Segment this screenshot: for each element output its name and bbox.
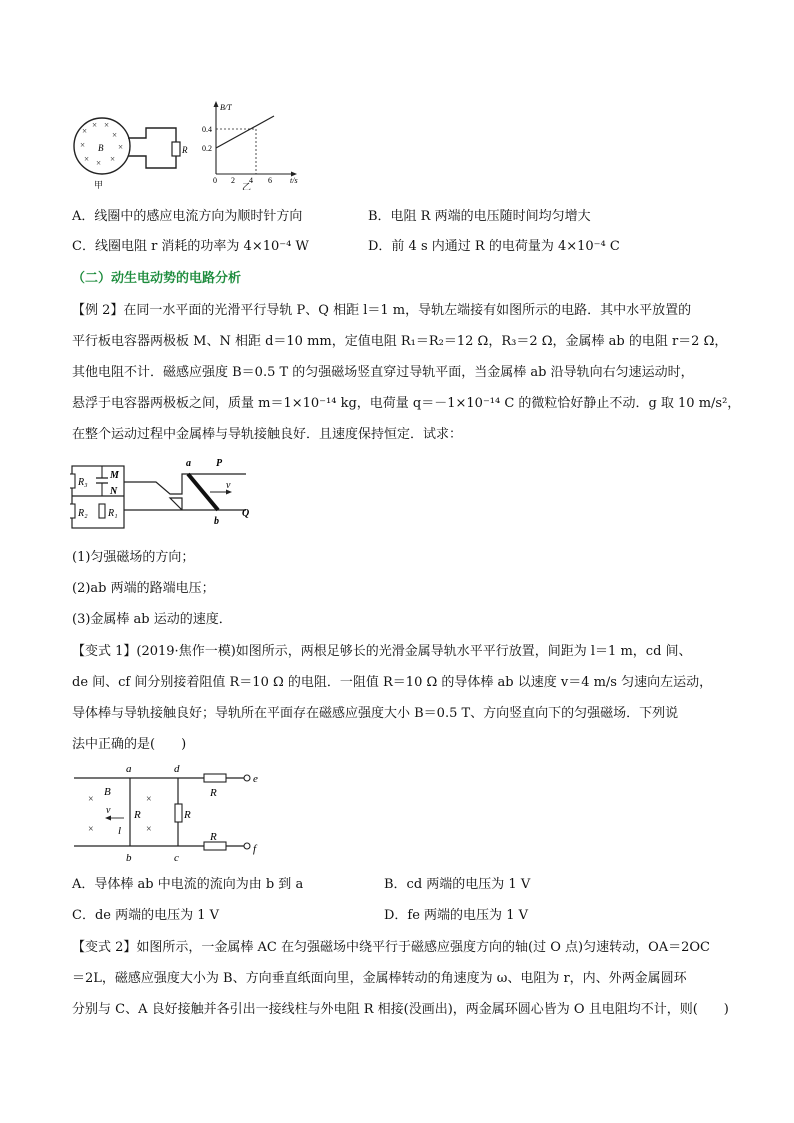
svg-text:×: × [146, 794, 152, 805]
variant2-line: ＝2L，磁感应强度大小为 B、方向垂直纸面向里，金属棒转动的角速度为 ω、电阻为 r，内、外两金属圆环 [72, 971, 687, 986]
m-label: M [110, 470, 119, 481]
fig3-v-label: v [106, 805, 111, 816]
fig3-top-r-label: R [210, 787, 217, 799]
r1-label: R₁ [108, 508, 118, 519]
resistor-r-label: R [182, 145, 188, 155]
fig3-d-label: d [174, 763, 180, 775]
fig3-rod-r-label: R [134, 809, 141, 821]
figure-jia-label: 甲 [94, 180, 104, 190]
svg-text:×: × [146, 824, 152, 835]
parallel-rails-figure [72, 762, 272, 866]
coil-b-label: B [98, 143, 104, 153]
svg-text:×: × [88, 794, 94, 805]
variant1-option-b: B．cd 两端的电压为 1 V [384, 877, 531, 892]
capacitor-circuit-figure [70, 452, 270, 540]
variant1-option-a: A．导体棒 ab 中电流的流向为由 b 到 a [72, 877, 304, 892]
b-label: b [214, 516, 219, 527]
variant1-line: de 间、cf 间分别接着阻值 R＝10 Ω 的电阻．一阻值 R＝10 Ω 的导体棒 ab 以速度 v＝4 m/s 匀速向左运动， [72, 675, 713, 690]
p-label: P [216, 458, 223, 469]
example2-line: 悬浮于电容器两极板之间，质量 m＝1×10⁻¹⁴ kg，电荷量 q＝－1×10⁻¹⁴ C 的微粒恰好静止不动．g 取 10 m/s²， [72, 396, 741, 411]
q1-option-d: D．前 4 s 内通过 R 的电荷量为 4×10⁻⁴ C [368, 239, 620, 254]
variant1-option-c: C．de 两端的电压为 1 V [72, 908, 220, 923]
example2-question-3: (3)金属棒 ab 运动的速度． [72, 612, 232, 627]
svg-text:×: × [104, 120, 110, 130]
example2-line: 其他电阻不计．磁感应强度 B＝0.5 T 的匀强磁场竖直穿过导轨平面，当金属棒 ab 沿导轨向右匀速运动时， [72, 365, 694, 380]
example2-line: 平行板电容器两极板 M、N 相距 d＝10 mm，定值电阻 R₁＝R₂＝12 Ω，R₃＝2 Ω，金属棒 ab 的电阻 r＝2 Ω， [72, 334, 728, 349]
b-t-graph [198, 98, 308, 190]
v-label: v [226, 480, 231, 491]
fig3-mid-r-label: R [184, 809, 191, 821]
variant1-line: 导体棒与导轨接触良好；导轨所在平面存在磁感应强度大小 B＝0.5 T、方向竖直向下的匀强磁场．下列说 [72, 706, 679, 721]
variant1-option-d: D．fe 两端的电压为 1 V [384, 908, 528, 923]
a-label: a [186, 458, 191, 469]
svg-text:×: × [96, 158, 102, 168]
q1-option-c: C．线圈电阻 r 消耗的功率为 4×10⁻⁴ W [72, 239, 309, 254]
coil-circuit-figure [72, 104, 192, 192]
svg-text:×: × [84, 154, 90, 164]
variant1-line: 【变式 1】(2019·焦作一模)如图所示，两根足够长的光滑金属导轨水平平行放置，间距为 l＝1 m，cd 间、 [72, 644, 692, 659]
y-axis-label: B/T [220, 103, 232, 112]
svg-text:×: × [118, 142, 124, 152]
y-tick-0.4: 0.4 [202, 125, 212, 134]
fig3-l-label: l [118, 825, 122, 837]
y-tick-0.2: 0.2 [202, 144, 212, 153]
variant2-line: 【变式 2】如图所示，一金属棒 AC 在匀强磁场中绕平行于磁感应强度方向的轴(过 O 点)匀速转动，OA＝2OC [72, 940, 710, 955]
q-label: Q [242, 508, 250, 519]
fig3-e-label: e [253, 773, 258, 785]
q1-option-b: B．电阻 R 两端的电压随时间均匀增大 [368, 209, 591, 224]
x-tick-2: 2 [231, 176, 235, 185]
r3-label: R₃ [78, 477, 88, 488]
figure-yi-label: 乙 [242, 182, 252, 190]
svg-text:×: × [110, 154, 116, 164]
fig3-bottom-r-label: R [210, 831, 217, 843]
q1-option-a: A．线圈中的感应电流方向为顺时针方向 [72, 209, 303, 224]
svg-text:×: × [92, 120, 98, 130]
x-tick-4: 4 [249, 176, 253, 185]
variant2-line: 分别与 C、A 良好接触并各引出一接线柱与外电阻 R 相接(没画出)，两金属环圆心皆为 O 且电阻均不计，则( ) [72, 1002, 729, 1017]
example2-line: 在整个运动过程中金属棒与导轨接触良好．且速度保持恒定．试求： [72, 427, 463, 442]
fig3-c-label: c [174, 852, 179, 864]
n-label: N [110, 486, 118, 497]
variant1-line: 法中正确的是( ) [72, 737, 187, 752]
example2-line: 【例 2】在同一水平面的光滑平行导轨 P、Q 相距 l＝1 m，导轨左端接有如图所示的电路．其中水平放置的 [72, 303, 692, 318]
svg-text:×: × [80, 140, 86, 150]
x-axis-label: t/s [290, 176, 298, 185]
x-tick-0: 0 [213, 176, 217, 185]
fig3-a-label: a [126, 763, 132, 775]
section-heading: （二）动生电动势的电路分析 [72, 271, 242, 286]
fig3-f-label: f [253, 843, 257, 855]
example2-question-1: (1)匀强磁场的方向； [72, 550, 195, 565]
svg-text:×: × [82, 126, 88, 136]
fig3-b-node-label: b [126, 852, 132, 864]
svg-text:×: × [88, 824, 94, 835]
fig3-b-label: B [104, 786, 111, 798]
x-tick-6: 6 [268, 176, 272, 185]
svg-text:×: × [112, 130, 118, 140]
r2-label: R₂ [78, 508, 88, 519]
example2-question-2: (2)ab 两端的路端电压； [72, 581, 215, 596]
